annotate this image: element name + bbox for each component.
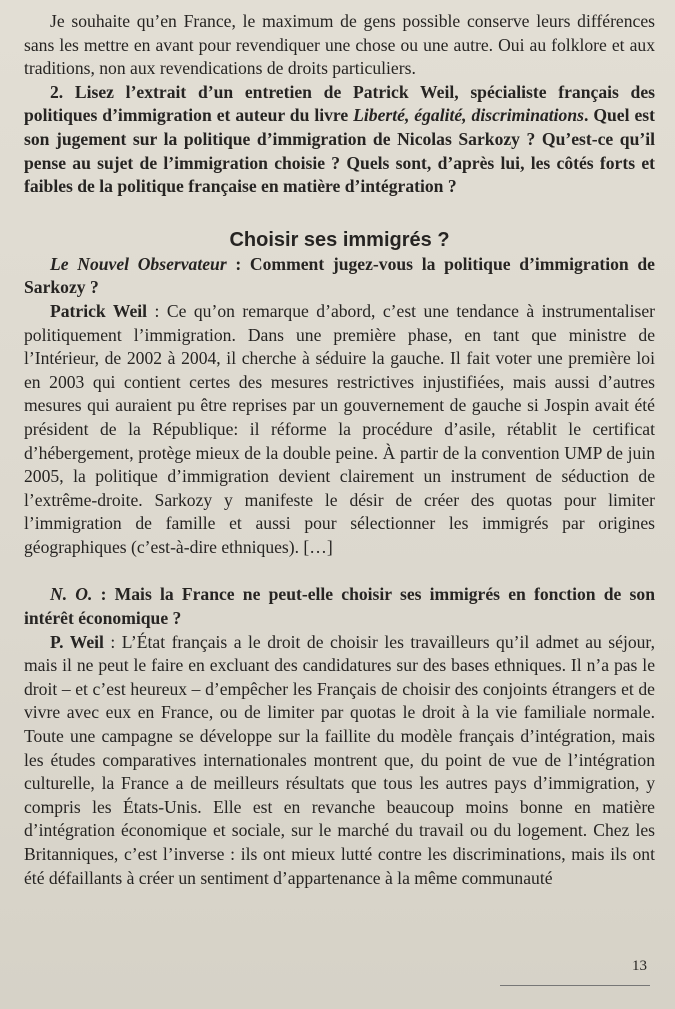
book-title: Liberté, égalité, discriminations bbox=[353, 105, 584, 126]
article-title: Choisir ses immigrés ? bbox=[229, 228, 450, 251]
question-2-text: : Mais la France ne peut-elle choisir ses immigrés en fonction de son intérêt économique ? bbox=[24, 584, 655, 629]
interview-question-1 bbox=[24, 253, 655, 300]
exercise-question bbox=[24, 81, 655, 199]
answer-1-text: : Ce qu’on remarque d’abord, c’est une tendance à instrumentaliser politiquement l’immigration. Dans une première phase, en tant que ministre de l’Intérieur, de 2002 à 2004, il cherche à séduire la gauche. Il fait voter une première loi en 2003 qui contient certes des mesures restrictives injustifiées, mais aussi d’autres mesures qui auraient pu être reprises par un gouvernement de gauche si Jospin avait été président de la République: il réforme la procédure d’asile, rétablit le certificat d’hébergement, protège mieux de la double peine. À partir de la convention UMP de juin 2005, la politique d’immigration devient clairement un instrument de séduction de l’extrême-droite. Sarkozy y manifeste le désir de créer des quotas pour limiter l’immigration de famille et aussi pour sélectionner les immigrés par origines géographiques (c’est-à-dire ethniques). […] bbox=[24, 300, 656, 557]
footer-rule bbox=[500, 985, 650, 986]
interviewer-abbrev: N. O. bbox=[50, 584, 93, 605]
interviewee-name: Patrick Weil bbox=[50, 300, 148, 321]
interview-answer-2 bbox=[24, 631, 655, 891]
answer-2-text: : L’État français a le droit de choisir les travailleurs qu’il admet au séjour, mais il ne peut le faire en excluant des candidatures sur des bases ethniques. Il n’a pas le droit – et c’est heureux – d’empêcher les Français de choisir des conjoints étrangers et de vivre avec eux en France, ou de limiter par quotas le droit à la vie familiale normale. Toute une campagne se développe sur la faillite du modèle français d’intégration, mais les études comparatives internationales montrent que, du point de vue de l’intégration culturelle, la France a de meilleurs résultats que tous les autres pays d’immigration, y compris les États-Unis. Elle est en revanche beaucoup moins bonne en matière d’intégration économique et sociale, sur le marché du travail ou du logement. Chez les Britanniques, c’est l’inverse : ils ont mieux lutté contre les discriminations, mais ils ont été défaillants à créer un sentiment d’appartenance à la même communauté bbox=[24, 631, 655, 888]
page-number: 13 bbox=[632, 958, 647, 974]
spacer bbox=[24, 199, 655, 223]
intro-paragraph: Je souhaite qu’en France, le maximum de gens possible conserve leurs différences sans les mettre en avant pour revendiquer une chose ou une autre. Oui au folklore et aux traditions, non aux revendications de droits particuliers. bbox=[24, 11, 655, 79]
interviewer-name: Le Nouvel Observateur bbox=[50, 253, 227, 274]
interviewee-abbrev: P. Weil bbox=[50, 631, 104, 652]
interview-answer-1 bbox=[24, 300, 655, 560]
question-text-start: 2. Lisez l’extrait d’un entretien de Patrick Weil, spécialiste français des politiques d’immigration et auteur du livre bbox=[24, 81, 655, 126]
question-text-end: . Quel est son jugement sur la politique d’immigration de Nicolas Sarkozy ? Qu’est-ce qu’il pense au sujet de l’immigration choisie ? Quels sont, d’après lui, les côtés forts et faibles de la politique française en matière d’intégration ? bbox=[24, 105, 655, 197]
spacer bbox=[24, 559, 655, 583]
question-1-text: : Comment jugez-vous la politique d’immigration de Sarkozy ? bbox=[24, 253, 655, 298]
interview-question-2 bbox=[24, 583, 655, 630]
